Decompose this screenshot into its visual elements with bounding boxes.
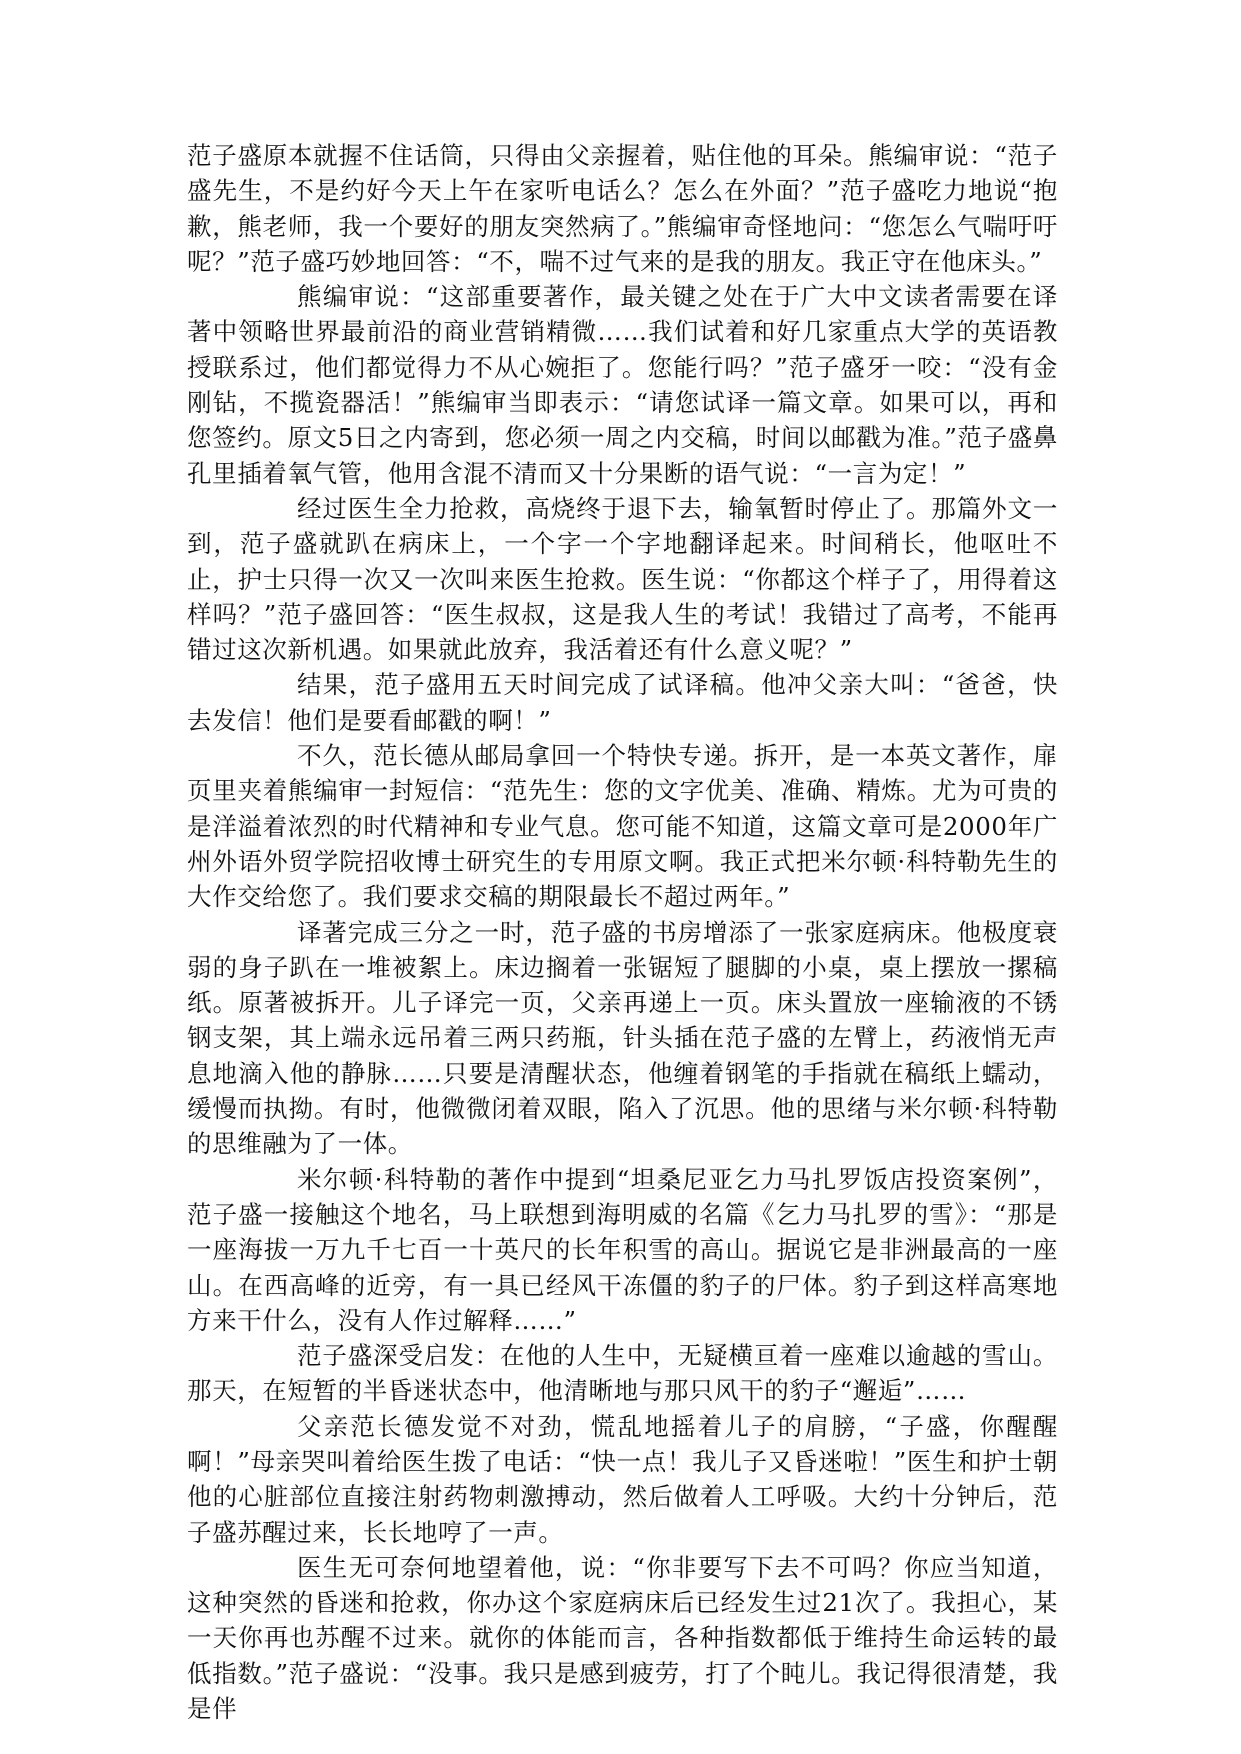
- paragraph-7: 米尔顿·科特勒的著作中提到“坦桑尼亚乞力马扎罗饭店投资案例”，范子盛一接触这个地名，马上联想到海明威的名篇《乞力马扎罗的雪》：“那是一座海拔一万九千七百一十英尺的长年积雪的高山。据说它是非洲最高的一座山。在西高峰的近旁，有一具已经风干冻僵的豹子的尸体。豹子到这样高寒地方来干什么，没有人作过解释……”: [187, 1164, 1058, 1335]
- paragraph-10: 医生无可奈何地望着他，说：“你非要写下去不可吗？你应当知道，这种突然的昏迷和抢救，你办这个家庭病床后已经发生过21次了。我担心，某一天你再也苏醒不过来。就你的体能而言，各种指数都低于维持生命运转的最低指数。”范子盛说：“没事。我只是感到疲劳，打了个盹儿。我记得很清楚，我是伴: [187, 1552, 1058, 1724]
- paragraph-1: 范子盛原本就握不住话筒，只得由父亲握着，贴住他的耳朵。熊编审说：“范子盛先生，不是约好今天上午在家听电话么？怎么在外面？”范子盛吃力地说“抱歉，熊老师，我一个要好的朋友突然病了。”熊编审奇怪地问：“您怎么气喘吁吁呢？”范子盛巧妙地回答：“不，喘不过气来的是我的朋友。我正守在他床头。”: [187, 141, 1058, 276]
- document-page: [187, 138, 1058, 1726]
- paragraph-2: 熊编审说：“这部重要著作，最关键之处在于广大中文读者需要在译著中领略世界最前沿的商业营销精微……我们试着和好几家重点大学的英语教授联系过，他们都觉得力不从心婉拒了。您能行吗？”范子盛牙一咬：“没有金刚钻，不揽瓷器活！”熊编审当即表示：“请您试译一篇文章。如果可以，再和您签约。原文5日之内寄到，您必须一周之内交稿，时间以邮戳为准。”范子盛鼻孔里插着氧气管，他用含混不清而又十分果断的语气说：“一言为定！”: [187, 282, 1058, 488]
- paragraph-8: 范子盛深受启发：在他的人生中，无疑横亘着一座难以逾越的雪山。那天，在短暂的半昏迷状态中，他清晰地与那只风干的豹子“邂逅”……: [187, 1341, 1058, 1406]
- paragraph-3: 经过医生全力抢救，高烧终于退下去，输氧暂时停止了。那篇外文一到，范子盛就趴在病床上，一个字一个字地翻译起来。时间稍长，他呕吐不止，护士只得一次又一次叫来医生抢救。医生说：“你都这个样子了，用得着这样吗？”范子盛回答：“医生叔叔，这是我人生的考试！我错过了高考，不能再错过这次新机遇。如果就此放弃，我活着还有什么意义呢？”: [187, 493, 1058, 665]
- paragraph-9: 父亲范长德发觉不对劲，慌乱地摇着儿子的肩膀，“子盛，你醒醒啊！”母亲哭叫着给医生拨了电话：“快一点！我儿子又昏迷啦！”医生和护士朝他的心脏部位直接注射药物刺激搏动，然后做着人工呼吸。大约十分钟后，范子盛苏醒过来，长长地哼了一声。: [187, 1411, 1058, 1547]
- paragraph-4: 结果，范子盛用五天时间完成了试译稿。他冲父亲大叫：“爸爸，快去发信！他们是要看邮戳的啊！”: [187, 670, 1058, 735]
- paragraph-6: 译著完成三分之一时，范子盛的书房增添了一张家庭病床。他极度衰弱的身子趴在一堆被絮上。床边搁着一张锯短了腿脚的小桌，桌上摆放一摞稿纸。原著被拆开。儿子译完一页，父亲再递上一页。床头置放一座输液的不锈钢支架，其上端永远吊着三两只药瓶，针头插在范子盛的左臂上，药液悄无声息地滴入他的静脉……只要是清醒状态，他缠着钢笔的手指就在稿纸上蠕动，缓慢而执拗。有时，他微微闭着双眼，陷入了沉思。他的思绪与米尔顿·科特勒的思维融为了一体。: [187, 917, 1058, 1159]
- paragraph-5: 不久，范长德从邮局拿回一个特快专递。拆开，是一本英文著作，扉页里夹着熊编审一封短信：“范先生：您的文字优美、准确、精炼。尤为可贵的是洋溢着浓烈的时代精神和专业气息。您可能不知道，这篇文章可是2000年广州外语外贸学院招收博士研究生的专用原文啊。我正式把米尔顿·科特勒先生的大作交给您了。我们要求交稿的期限最长不超过两年。”: [187, 741, 1058, 912]
